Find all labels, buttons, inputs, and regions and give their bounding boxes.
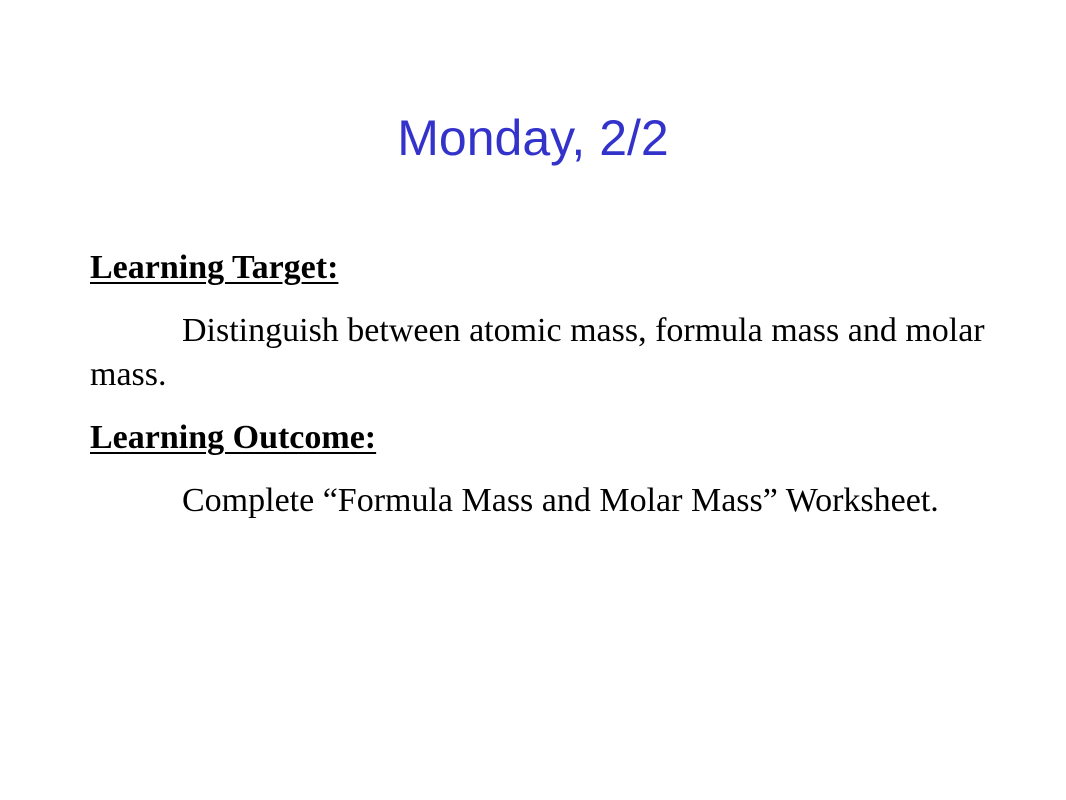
learning-target-heading: Learning Target: (90, 249, 339, 286)
slide-title: Monday, 2/2 (397, 110, 669, 166)
learning-target-text: Distinguish between atomic mass, formula mass and molar mass. (90, 312, 985, 393)
learning-outcome-heading: Learning Outcome: (90, 419, 377, 456)
learning-outcome-text: Complete “Formula Mass and Molar Mass” Worksheet. (182, 482, 939, 519)
